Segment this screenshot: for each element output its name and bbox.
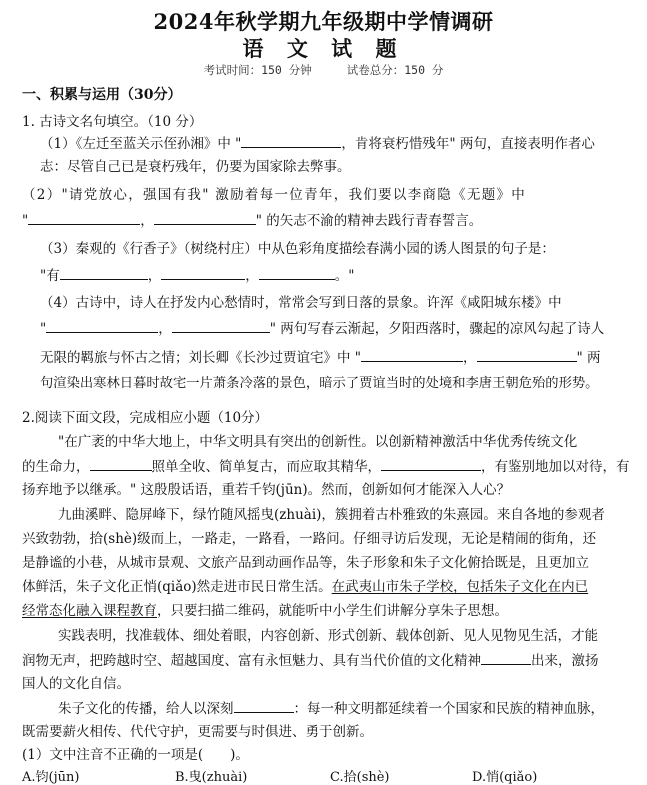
- option-c[interactable]: C.拾(shè): [330, 770, 390, 785]
- underlined-sentence: 在武夷山市朱子学校，包括朱子文化在内已: [331, 579, 589, 595]
- answer-blank[interactable]: [28, 211, 140, 225]
- option-a[interactable]: A.钧(jūn): [22, 770, 80, 785]
- q1-3-line1: （3）秦观的《行香子》（树绕村庄）中从色彩角度描绘春满小园的诱人图景的句子是：: [40, 241, 555, 257]
- passage-p1-line3: 扬弃地予以继承。" 这殷殷话语，重若千钧(jūn)。然而，创新如何才能深入人心？: [22, 482, 511, 498]
- passage-p3-line2: 润物无声，把跨越时空、超越国度、富有永恒魅力、具有当代价值的文化精神 出来，激扬: [22, 653, 599, 669]
- passage-p3-line3: 国人的文化自信。: [22, 676, 130, 692]
- q1-4-line1: （4）古诗中，诗人在抒发内心愁情时，常常会写到日落的景象。许浑《咸阳城东楼》中: [40, 295, 562, 311]
- passage-p1-line2: 的生命力， 照单全收、简单复古，而应取其精华， ，有鉴别地加以对待，有: [22, 459, 630, 475]
- answer-blank[interactable]: [241, 134, 341, 148]
- answer-blank[interactable]: [161, 266, 245, 280]
- exam-meta: [0, 62, 647, 78]
- q1-3-line2: "有 ， ， 。": [40, 268, 355, 284]
- answer-blank[interactable]: [259, 266, 335, 280]
- answer-blank[interactable]: [60, 266, 148, 280]
- answer-blank[interactable]: [154, 211, 256, 225]
- option-d[interactable]: D.悄(qiǎo): [472, 770, 538, 785]
- answer-blank[interactable]: [361, 348, 463, 362]
- subject-title: 语 文 试 题: [242, 36, 405, 61]
- option-b[interactable]: B.曳(zhuài): [175, 770, 248, 785]
- passage-p2-line3: 是静谧的小巷，从城市景观、文旅产品到动画作品等，朱子形象和朱子文化俯拾既是，且更加立: [22, 555, 589, 571]
- answer-blank[interactable]: [481, 651, 531, 665]
- answer-blank[interactable]: [477, 348, 577, 362]
- passage-p4-line2: 既需要薪火相传、代代守护，更需要与时俱进、勇于创新。: [22, 724, 373, 740]
- q1-4-line4: 句渲染出寒林日暮时故宅一片萧条冷落的景色，暗示了贾谊当时的处境和李唐王朝危殆的形势。: [40, 376, 599, 391]
- answer-blank[interactable]: [90, 457, 152, 471]
- passage-p2-line4: 体鲜活，朱子文化正悄(qiǎo)然走进市民日常生活。在武夷山市朱子学校，包括朱子文化在内已: [22, 579, 589, 595]
- answer-blank[interactable]: [234, 699, 294, 713]
- q1-4-line2: " ， " 两句写春云渐起，夕阳西落时，骤起的凉风勾起了诗人: [40, 321, 605, 337]
- q1-2-line2: " ， " 的矢志不渝的精神去践行青春誓言。: [22, 213, 483, 229]
- answer-blank[interactable]: [46, 319, 158, 333]
- passage-p2-line5: 经常态化融入课程教育，只要扫描二维码，就能听中小学生们讲解分享朱子思想。: [22, 603, 508, 619]
- passage-p1-line1: "在广袤的中华大地上，中华文明具有突出的创新性。以创新精神激活中华优秀传统文化: [58, 434, 578, 450]
- question-2-stem: 2.阅读下面文段，完成相应小题（10分）: [22, 410, 269, 426]
- passage-p3-line1: 实践表明，找准载体、细处着眼，内容创新、形式创新、载体创新、见人见物见生活，才能: [58, 628, 598, 644]
- answer-blank[interactable]: [172, 319, 270, 333]
- q1-1-line1: （1）《左迁至蓝关示侄孙湘》中 " ，肯将衰朽惜残年" 两句，直接表明作者心: [40, 136, 595, 152]
- passage-p2-line2: 兴致勃勃，拾(shè)级而上，一路走，一路看，一路问。仔细寻访后发现，无论是精闹的街角，还: [22, 531, 597, 547]
- passage-p4-line1: 朱子文化的传播，给人以深刻 ：每一种文明都延续着一个国家和民族的精神血脉，: [58, 701, 604, 717]
- exam-time: 考试时间：150 分钟: [203, 63, 312, 77]
- passage-p2-line1: 九曲溪畔、隐屏峰下，绿竹随风摇曳(zhuài)，簇拥着古朴雅致的朱熹园。来自各地的参观者: [58, 507, 605, 523]
- q1-2-line1: （2）"请党放心，强国有我" 激励着每一位青年，我们要以李商隐《无题》中: [22, 187, 527, 203]
- question-1-stem: 1. 古诗文名句填空。（10 分）: [22, 114, 203, 130]
- underlined-sentence-end: 经常态化融入课程教育: [22, 603, 157, 619]
- exam-title: 2024年秋学期九年级期中学情调研: [153, 9, 494, 34]
- exam-score: 试卷总分：150 分: [346, 63, 444, 77]
- q1-4-line3: 无限的羁旅与怀古之情；刘长卿《长沙过贾谊宅》中 " ， " 两: [40, 350, 601, 366]
- q1-1-line2: 志：尽管自己已是衰朽残年，仍要为国家除去弊事。: [40, 159, 351, 175]
- answer-blank[interactable]: [381, 457, 481, 471]
- section-heading: 一、积累与运用（30分）: [22, 87, 182, 103]
- sub-question-1: (1）文中注音不正确的一项是( )。: [22, 747, 249, 763]
